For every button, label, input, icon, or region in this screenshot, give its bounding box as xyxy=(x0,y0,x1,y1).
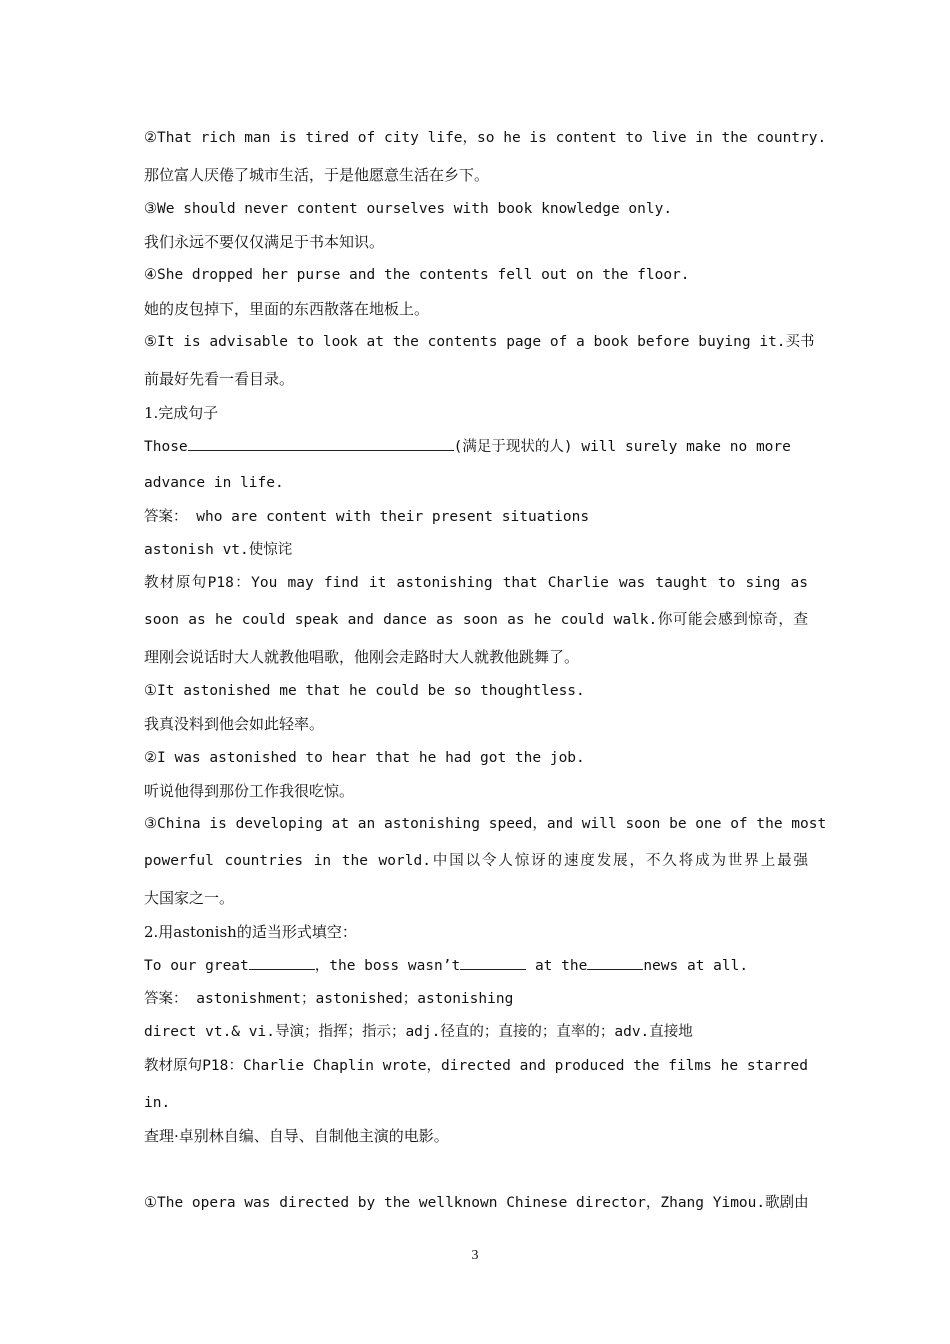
textbook-sentence: soon as he could speak and dance as soon as he could walk.你可能会感到惊奇，查 xyxy=(144,612,808,628)
exercise-1-before: Those xyxy=(144,439,188,455)
example-sentence: ③China is developing at an astonishing speed，and will soon be one of the most xyxy=(144,816,827,832)
translation-line: 我真没料到他会如此轻率。 xyxy=(144,715,325,733)
exercise-2-part3: at the xyxy=(526,958,588,974)
exercise-1-sentence xyxy=(144,436,808,457)
translation-line: 她的皮包掉下，里面的东西散落在地板上。 xyxy=(144,300,430,318)
answer-blank[interactable] xyxy=(249,955,315,970)
example-sentence: powerful countries in the world.中国以令人惊讶的速度发展，不久将成为世界上最强 xyxy=(144,853,808,869)
example-sentence: ①It astonished me that he could be so thoughtless. xyxy=(144,683,585,699)
exercise-1-continuation: advance in life. xyxy=(144,475,284,491)
textbook-sentence: 教材原句P18：Charlie Chaplin wrote，directed and produced the films he starred xyxy=(144,1058,808,1074)
exercise-2-sentence xyxy=(144,955,808,976)
exercise-1-hint: (满足于现状的人) will surely make no more xyxy=(453,439,791,455)
page-number: 3 xyxy=(471,1248,479,1263)
example-sentence: ⑤It is advisable to look at the contents page of a book before buying it.买书 xyxy=(144,334,815,350)
translation-line: 大国家之一。 xyxy=(144,889,235,907)
example-sentence: ①The opera was directed by the wellknown Chinese director，Zhang Yimou.歌剧由 xyxy=(144,1195,809,1211)
vocabulary-entry: direct vt.& vi.导演；指挥；指示；adj.径直的；直接的；直率的；adv.直接地 xyxy=(144,1024,693,1040)
answer-blank[interactable] xyxy=(188,436,454,451)
example-sentence: ④She dropped her purse and the contents fell out on the floor. xyxy=(144,267,690,283)
answer-blank[interactable] xyxy=(460,955,526,970)
translation-line: 听说他得到那份工作我很吃惊。 xyxy=(144,782,355,800)
translation-line: 理刚会说话时大人就教他唱歌，他刚会走路时大人就教他跳舞了。 xyxy=(144,648,580,666)
example-sentence: ②That rich man is tired of city life，so he is content to live in the country. xyxy=(144,130,827,146)
translation-line: 前最好先看一看目录。 xyxy=(144,370,295,388)
textbook-sentence: 教材原句P18：You may find it astonishing that Charlie was taught to sing as xyxy=(144,575,808,591)
translation-line: 那位富人厌倦了城市生活，于是他愿意生活在乡下。 xyxy=(144,166,490,184)
exercise-2-part2: ，the boss wasn’t xyxy=(314,958,461,974)
exercise-heading: 2.用astonish的适当形式填空： xyxy=(144,923,357,941)
translation-line: 查理·卓别林自编、自导、自制他主演的电影。 xyxy=(144,1127,449,1145)
exercise-2-part4: news at all. xyxy=(643,958,749,974)
answer-blank[interactable] xyxy=(587,955,643,970)
example-sentence: ③We should never content ourselves with book knowledge only. xyxy=(144,201,673,217)
exercise-heading: 1.完成句子 xyxy=(144,404,219,422)
textbook-sentence: in. xyxy=(144,1095,171,1111)
translation-line: 我们永远不要仅仅满足于书本知识。 xyxy=(144,233,385,251)
answer-line: 答案： who are content with their present situations xyxy=(144,509,590,525)
exercise-2-part1: To our great xyxy=(144,958,249,974)
example-sentence: ②I was astonished to hear that he had got the job. xyxy=(144,750,585,766)
vocabulary-entry: astonish vt.使惊诧 xyxy=(144,542,293,558)
answer-line: 答案： astonishment；astonished；astonishing xyxy=(144,991,514,1007)
